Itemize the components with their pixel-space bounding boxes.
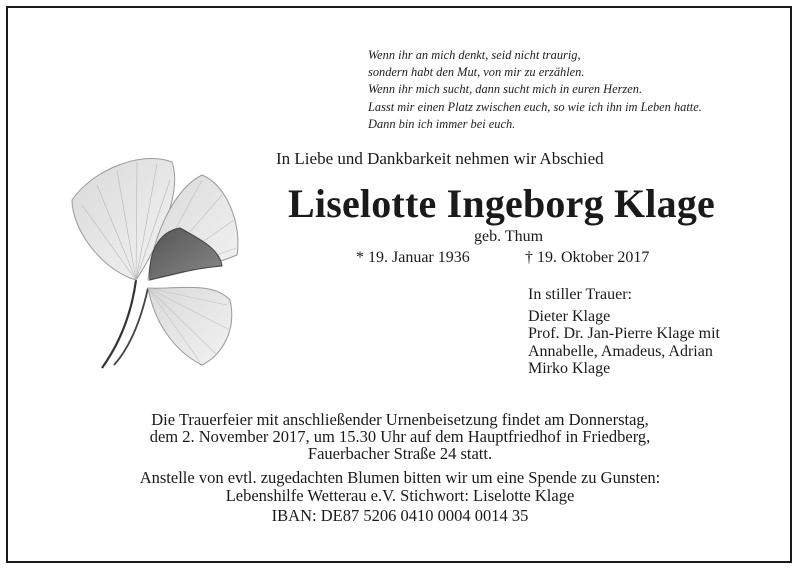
funeral-details	[0, 411, 800, 462]
poem-line: Wenn ihr an mich denkt, seid nicht traurig,	[368, 48, 581, 62]
poem	[368, 47, 702, 133]
poem-line: Wenn ihr mich sucht, dann sucht mich in euren Herzen.	[368, 82, 643, 97]
ginkgo-leaves-icon	[62, 150, 247, 375]
maiden-name: geb. Thum	[474, 228, 544, 245]
funeral-line: Die Trauerfeier mit anschließender Urnenbeisetzung findet am Donnerstag,	[151, 410, 649, 429]
farewell-intro: In Liebe und Dankbarkeit nehmen wir Abschied	[276, 149, 604, 168]
donation-request	[0, 469, 800, 525]
poem-line: Dann bin ich immer bei euch.	[368, 116, 516, 131]
death-date: † 19. Oktober 2017	[525, 249, 650, 266]
iban: IBAN: DE87 5206 0410 0004 0014 35	[271, 506, 529, 525]
mourner-name: Annabelle, Amadeus, Adrian	[528, 342, 713, 360]
funeral-line: Fauerbacher Straße 24 statt.	[307, 444, 493, 463]
mourner-name: Mirko Klage	[528, 360, 611, 377]
donation-line: Lebenshilfe Wetterau e.V. Stichwort: Liselotte Klage	[225, 486, 575, 505]
birth-date: * 19. Januar 1936	[356, 249, 470, 266]
poem-line: sondern habt den Mut, von mir zu erzählen.	[368, 65, 585, 80]
poem-line: Lasst mir einen Platz zwischen euch, so wie ich ihn im Leben hatte.	[368, 99, 702, 114]
mourners-list	[528, 286, 720, 378]
donation-line: Anstelle von evtl. zugedachten Blumen bitten wir um eine Spende zu Gunsten:	[139, 468, 661, 487]
mourner-name: Dieter Klage	[528, 307, 611, 325]
funeral-line: dem 2. November 2017, um 15.30 Uhr auf dem Hauptfriedhof in Friedberg,	[149, 427, 651, 446]
mourner-name: Prof. Dr. Jan-Pierre Klage mit	[528, 325, 720, 342]
deceased-name: Liselotte Ingeborg Klage	[288, 181, 715, 226]
mourners-heading: In stiller Trauer:	[528, 286, 632, 303]
